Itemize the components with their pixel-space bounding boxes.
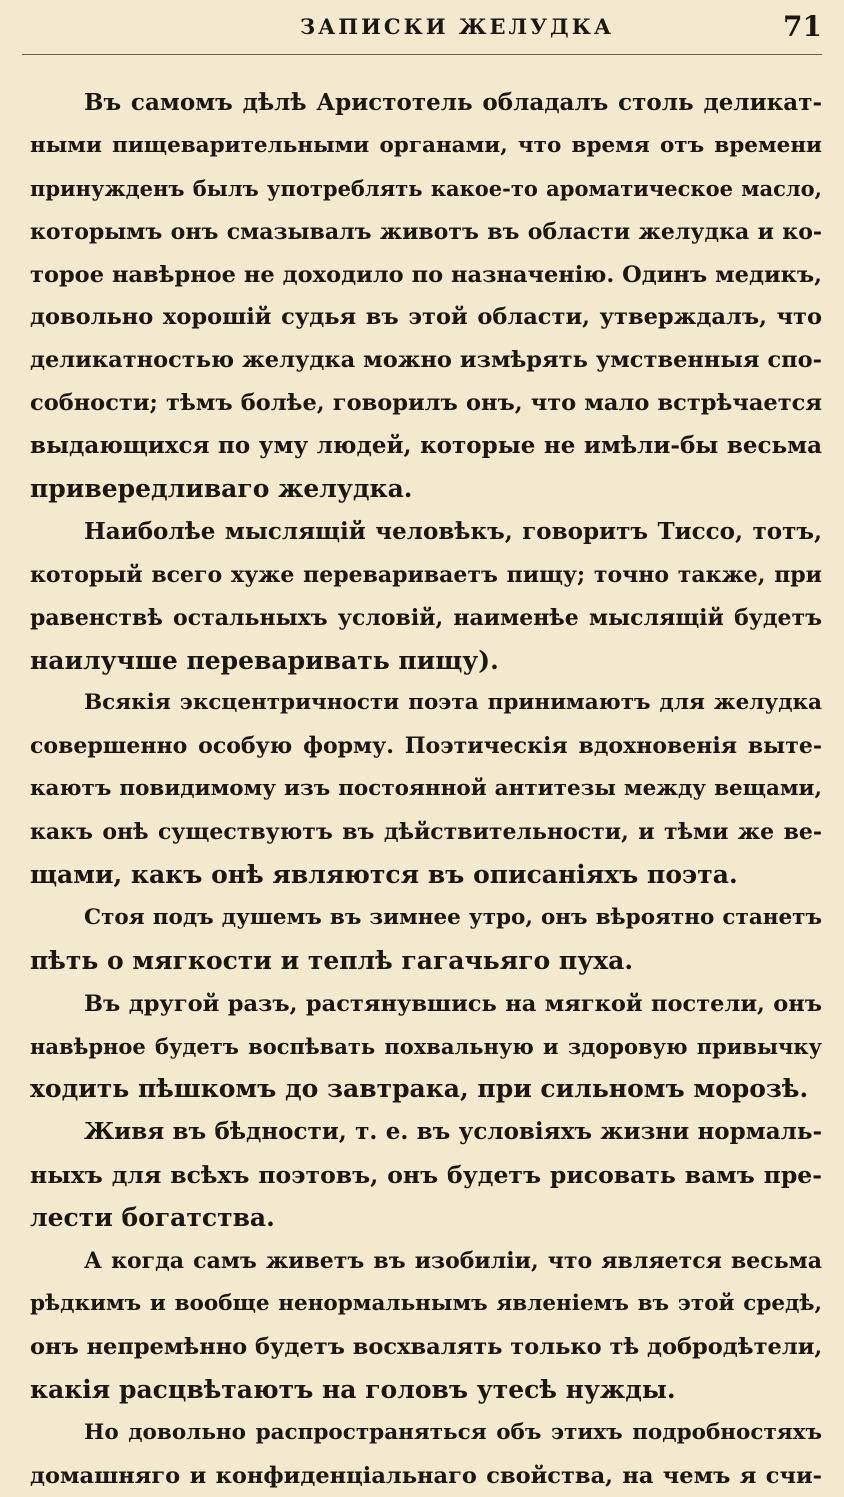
text-line: онъ непремѣнно будетъ восхвалять только тѣ добродѣтели, [30,1326,822,1369]
text-line: совершенно особую форму. Поэтическія вдохновенія выте- [30,725,822,768]
text-line: которымъ онъ смазывалъ животъ въ области желудка и ко- [30,211,822,254]
text-line: какъ онѣ существуютъ въ дѣйствительности, и тѣми же ве- [30,811,822,854]
text-line: наилучше переваривать пищу). [30,640,822,683]
running-title: ЗАПИСКИ ЖЕЛУДКА [300,14,614,39]
text-line: равенствѣ остальныхъ условій, наименѣе мыслящій будетъ [30,597,822,640]
text-line: Живя въ бѣдности, т. е. въ условіяхъ жизни нормаль- [30,1111,822,1154]
text-line: ными пищеварительными органами, что время отъ времени [30,125,822,168]
text-line: А когда самъ живетъ въ изобиліи, что является весьма [30,1240,822,1283]
text-line: лести богатства. [30,1197,822,1240]
text-line: собности; тѣмъ болѣе, говорилъ онъ, что мало встрѣчается [30,382,822,425]
text-line: Въ самомъ дѣлѣ Аристотель обладалъ столь деликат- [30,82,822,125]
text-line: рѣдкимъ и вообще ненормальнымъ явленіемъ въ этой средѣ, [30,1283,822,1326]
text-line: привередливаго желудка. [30,468,822,511]
text-line: который всего хуже перевариваетъ пищу; точно также, при [30,554,822,597]
body-text [30,82,822,1497]
text-line: выдающихся по уму людей, которые не имѣли-бы весьма [30,425,822,468]
text-line: деликатностью желудка можно измѣрять умственныя спо- [30,339,822,382]
text-line: каютъ повидимому изъ постоянной антитезы между вещами, [30,768,822,811]
text-line: Стоя подъ душемъ въ зимнее утро, онъ вѣроятно станетъ [30,897,822,940]
text-line: Всякія эксцентричности поэта принимаютъ для желудка [30,682,822,725]
text-line: пѣть о мягкости и теплѣ гагачьяго пуха. [30,940,822,983]
text-line: щами, какъ онѣ являются въ описаніяхъ поэта. [30,854,822,897]
text-line: какія расцвѣтаютъ на головъ утесѣ нужды. [30,1369,822,1412]
text-line: ходить пѣшкомъ до завтрака, при сильномъ морозѣ. [30,1068,822,1111]
page-number: 71 [783,10,822,43]
text-line: Въ другой разъ, растянувшись на мягкой постели, онъ [30,983,822,1026]
text-line: принужденъ былъ употреблять какое-то ароматическое масло, [30,168,822,211]
text-line: домашняго и конфиденціальнаго свойства, на чемъ я счи- [30,1455,822,1497]
text-line: навѣрное будетъ воспѣвать похвальную и здоровую привычку [30,1026,822,1069]
text-line: ныхъ для всѣхъ поэтовъ, онъ будетъ рисовать вамъ пре- [30,1154,822,1197]
text-line: торое навѣрное не доходило по назначенію. Одинъ медикъ, [30,254,822,297]
text-line: Но довольно распространяться объ этихъ подробностяхъ [30,1412,822,1455]
header-rule [22,54,822,55]
text-line: довольно хорошій судья въ этой области, утверждалъ, что [30,296,822,339]
text-line: Наиболѣе мыслящій человѣкъ, говоритъ Тиссо, тотъ, [30,511,822,554]
page-header [0,10,844,50]
